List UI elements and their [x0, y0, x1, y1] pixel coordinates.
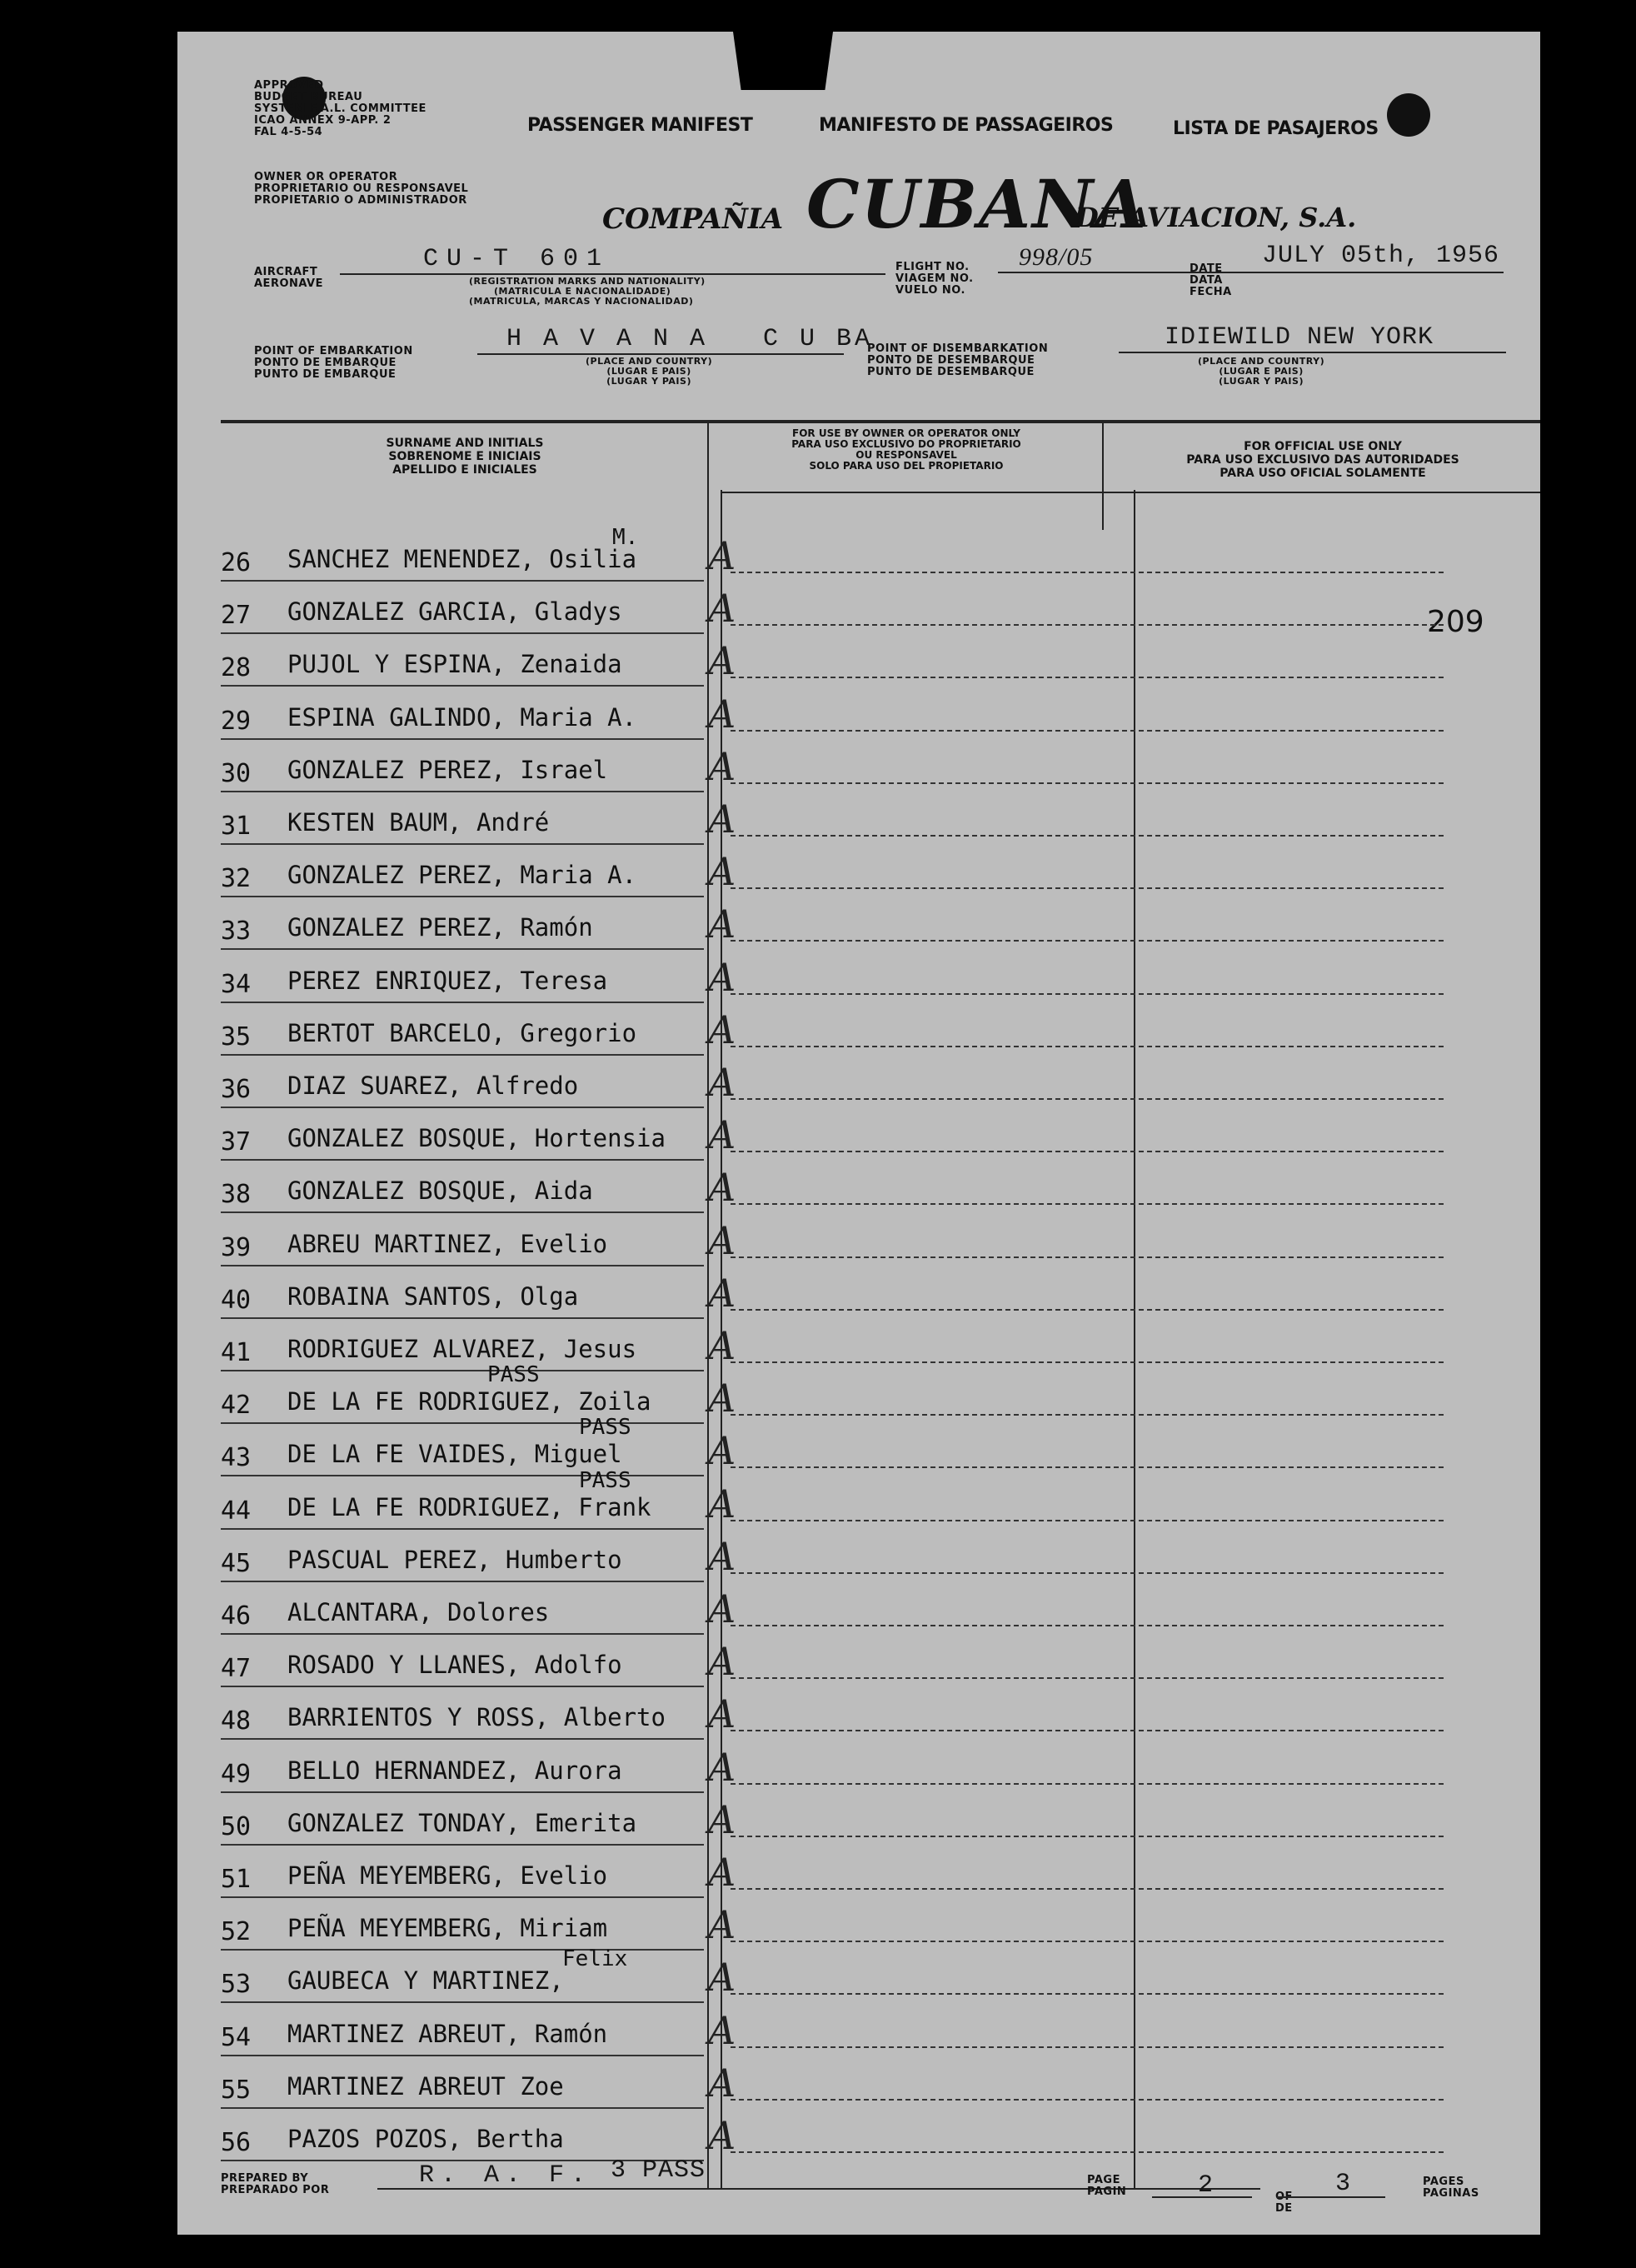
- name-underline: [221, 2107, 704, 2109]
- passenger-number: 42: [221, 1391, 252, 1421]
- passenger-note: PASS: [579, 1467, 631, 1493]
- column-header-line: FOR USE BY OWNER OR OPERATOR ONLY: [792, 427, 1020, 439]
- passenger-note: M.: [612, 525, 639, 550]
- stamp-line: BUDGET BUREAU: [254, 91, 363, 103]
- passenger-row: [221, 1846, 1445, 1899]
- passenger-row: [221, 741, 1445, 793]
- passenger-name: ALCANTARA, Dolores: [287, 1598, 550, 1626]
- passenger-note: PASS: [487, 1362, 540, 1388]
- passenger-row: [221, 2005, 1445, 2057]
- name-underline: [221, 1159, 704, 1161]
- company-logo: CUBANA: [806, 165, 1149, 243]
- manifest-sheet: [177, 32, 1540, 2235]
- passenger-name: ABREU MARTINEZ, Evelio: [287, 1229, 608, 1258]
- of-underline: [1277, 2196, 1385, 2198]
- row-rule: [731, 1098, 1444, 1100]
- passenger-number: 45: [221, 1548, 252, 1578]
- prepared-label: [221, 2173, 329, 2196]
- name-underline: [221, 948, 704, 950]
- passenger-row: [221, 1467, 1445, 1531]
- passenger-row: [221, 1531, 1445, 1583]
- passenger-check-mark: A: [708, 1586, 736, 1631]
- passenger-name: BERTOT BARCELO, Gregorio: [287, 1018, 637, 1047]
- passenger-row: [221, 1415, 1445, 1477]
- disembark-label-line: POINT OF DISEMBARKATION: [867, 342, 1049, 355]
- passenger-row: [221, 1161, 1445, 1214]
- passenger-check-mark: A: [708, 797, 736, 842]
- name-underline: [221, 1265, 704, 1266]
- date-label-line: FECHA: [1190, 286, 1232, 298]
- passenger-check-mark: A: [708, 691, 736, 737]
- stamp-line: ICAO ANNEX 9-APP. 2: [254, 114, 392, 127]
- name-underline: [221, 1686, 704, 1687]
- registration-line: (MATRICULA E NACIONALIDADE): [494, 286, 671, 297]
- company-suffix: DE AVIACION, S.A.: [1075, 202, 1357, 233]
- pages-label: [1423, 2176, 1479, 2200]
- passenger-number: 49: [221, 1759, 252, 1789]
- passenger-row: [221, 2057, 1445, 2110]
- table-top-rule: [221, 420, 1540, 423]
- passenger-name: PASCUAL PEREZ, Humberto: [287, 1545, 622, 1574]
- row-rule: [731, 2151, 1444, 2153]
- name-underline: [221, 1107, 704, 1108]
- flight-label: [895, 262, 974, 297]
- row-rule: [731, 1361, 1444, 1363]
- passenger-number: 34: [221, 969, 252, 999]
- embark-label-line: PONTO DE EMBARQUE: [254, 357, 397, 369]
- date-label-line: DATE: [1190, 262, 1223, 275]
- owner-labels: [254, 172, 468, 207]
- row-rule: [731, 1730, 1444, 1731]
- row-rule: [731, 782, 1444, 784]
- passenger-row: [221, 582, 1445, 635]
- row-rule: [731, 1203, 1444, 1205]
- row-rule: [731, 1783, 1444, 1785]
- embark-label: [254, 346, 413, 381]
- date-underline: [1235, 272, 1504, 273]
- of-value: 3: [1335, 2170, 1352, 2198]
- passenger-name: KESTEN BAUM, André: [287, 808, 550, 837]
- aircraft-label-line: AIRCRAFT: [254, 266, 318, 278]
- passenger-name: GONZALEZ PEREZ, Israel: [287, 755, 608, 784]
- passenger-check-mark: A: [708, 1796, 736, 1842]
- passenger-number: 28: [221, 653, 252, 683]
- registration-line: (REGISTRATION MARKS AND NATIONALITY): [469, 276, 706, 287]
- prepared-value: R. A. F.: [419, 2161, 593, 2190]
- flight-label-line: VUELO NO.: [895, 284, 965, 297]
- name-underline: [221, 2055, 704, 2056]
- row-rule: [731, 730, 1444, 732]
- passenger-check-mark: A: [708, 1323, 736, 1368]
- passenger-name: PAZOS POZOS, Bertha: [287, 2125, 564, 2153]
- pass-count: 3 PASS: [611, 2156, 706, 2185]
- binder-tab: [733, 32, 833, 90]
- place-line: (LUGAR Y PAIS): [1219, 376, 1304, 387]
- row-rule: [731, 1520, 1444, 1521]
- title-portuguese: MANIFESTO DE PASSAGEIROS: [819, 115, 1114, 136]
- date-label-line: DATA: [1190, 274, 1223, 287]
- disembark-place-labels: [1198, 357, 1324, 387]
- registration-labels: [469, 277, 706, 307]
- passenger-name: BARRIENTOS Y ROSS, Alberto: [287, 1703, 666, 1732]
- owner-label: PROPIETARIO O ADMINISTRADOR: [254, 194, 467, 207]
- passenger-row: [221, 1794, 1445, 1846]
- pages-label-line: PAGINAS: [1423, 2187, 1479, 2200]
- page-value: 2: [1198, 2171, 1215, 2200]
- passenger-name: GONZALEZ PEREZ, Maria A.: [287, 861, 637, 890]
- passenger-number: 35: [221, 1022, 252, 1052]
- owner-label: OWNER OR OPERATOR: [254, 171, 398, 183]
- disembark-value: IDIEWILD NEW YORK: [1165, 323, 1434, 352]
- name-underline: [221, 1528, 704, 1530]
- flight-label-line: FLIGHT NO.: [895, 261, 970, 273]
- passenger-name: RODRIGUEZ ALVAREZ, Jesus: [287, 1335, 637, 1363]
- passenger-name: GONZALEZ BOSQUE, Aida: [287, 1176, 593, 1206]
- embark-underline: [477, 353, 844, 355]
- aircraft-label: [254, 267, 323, 290]
- passenger-number: 53: [221, 1970, 252, 2000]
- passenger-check-mark: A: [708, 743, 736, 789]
- row-rule: [731, 940, 1444, 942]
- aircraft-value: CU-T 601: [423, 245, 611, 273]
- passenger-check-mark: A: [708, 1850, 736, 1895]
- name-underline: [221, 843, 704, 845]
- registration-line: (MATRICULA, MARCAS Y NACIONALIDAD): [469, 296, 694, 307]
- passenger-check-mark: A: [708, 2007, 736, 2053]
- flight-label-line: VIAGEM NO.: [895, 272, 974, 285]
- passenger-check-mark: A: [708, 1217, 736, 1263]
- row-rule: [731, 1151, 1444, 1152]
- passenger-check-mark: A: [708, 1376, 736, 1421]
- passenger-check-mark: A: [708, 1428, 736, 1474]
- column-header-line: PARA USO OFICIAL SOLAMENTE: [1220, 467, 1426, 480]
- passenger-name: MARTINEZ ABREUT, Ramón: [287, 2019, 608, 2048]
- passenger-name: GONZALEZ PEREZ, Ramón: [287, 913, 593, 942]
- passenger-row: [221, 952, 1445, 1004]
- row-rule: [731, 1414, 1444, 1416]
- name-underline: [221, 632, 704, 634]
- passenger-name: MARTINEZ ABREUT Zoe: [287, 2071, 564, 2101]
- name-underline: [221, 1791, 704, 1793]
- owner-use-column-header: [711, 428, 1102, 472]
- column-header-line: SOLO PARA USO DEL PROPIETARIO: [809, 460, 1004, 472]
- stamp-line: SYSTEM F.A.L. COMMITTEE: [254, 102, 426, 115]
- passenger-check-mark: A: [708, 1902, 736, 1948]
- official-use-column-header: [1106, 440, 1539, 480]
- disembark-underline: [1119, 352, 1506, 353]
- column-header-line: PARA USO EXCLUSIVO DO PROPRIETARIO: [791, 438, 1021, 450]
- name-underline: [221, 1211, 704, 1213]
- name-underline: [221, 1949, 704, 1951]
- column-header-line: PARA USO EXCLUSIVO DAS AUTORIDADES: [1186, 453, 1459, 467]
- passenger-name: BELLO HERNANDEZ, Aurora: [287, 1756, 622, 1785]
- passenger-row: [221, 1946, 1445, 2004]
- row-rule: [731, 1941, 1444, 1942]
- passenger-check-mark: A: [708, 954, 736, 1000]
- passenger-row: [221, 1583, 1445, 1636]
- row-rule: [731, 2046, 1444, 2048]
- place-line: (PLACE AND COUNTRY): [1198, 356, 1325, 367]
- pages-label-line: PAGES: [1423, 2176, 1464, 2188]
- row-rule: [731, 835, 1444, 837]
- name-underline: [221, 791, 704, 792]
- row-rule: [731, 1466, 1444, 1468]
- row-rule: [731, 1677, 1444, 1679]
- date-value: JULY 05th, 1956: [1262, 242, 1500, 270]
- passenger-number: 38: [221, 1180, 252, 1210]
- place-line: (LUGAR Y PAIS): [606, 376, 691, 387]
- passenger-number: 30: [221, 758, 252, 788]
- passenger-row: [221, 1362, 1445, 1425]
- passenger-row: [221, 1636, 1445, 1688]
- column-header-line: APELLIDO E INICIALES: [392, 463, 537, 477]
- date-label: [1190, 263, 1232, 298]
- passenger-row: [221, 688, 1445, 741]
- passenger-name: DE LA FE RODRIGUEZ, Frank: [287, 1492, 651, 1521]
- passenger-row: [221, 1899, 1445, 1951]
- name-underline: [221, 1370, 704, 1371]
- passenger-number: 39: [221, 1232, 252, 1262]
- row-rule: [731, 1046, 1444, 1047]
- punch-hole-right: [1387, 93, 1430, 137]
- passenger-number: 37: [221, 1127, 252, 1157]
- passenger-row: [221, 1109, 1445, 1161]
- passenger-check-mark: A: [708, 1691, 736, 1737]
- column-header-line: SOBRENOME E INICIAIS: [388, 450, 541, 463]
- passenger-note: PASS: [579, 1415, 631, 1441]
- passenger-number: 41: [221, 1338, 252, 1367]
- row-rule: [731, 993, 1444, 995]
- page-label-line: PAGE: [1087, 2174, 1120, 2186]
- passenger-row: [221, 898, 1445, 951]
- name-underline: [221, 1317, 704, 1319]
- of-label-line: OF: [1275, 2191, 1293, 2203]
- name-underline: [221, 685, 704, 687]
- name-underline: [221, 738, 704, 740]
- passenger-row: [221, 1688, 1445, 1741]
- passenger-check-mark: A: [708, 1270, 736, 1316]
- row-rule: [731, 2099, 1444, 2101]
- passenger-check-mark: A: [708, 1639, 736, 1685]
- name-underline: [221, 1844, 704, 1846]
- passenger-number: 56: [221, 2128, 252, 2157]
- passenger-row: [221, 793, 1445, 846]
- of-label-line: DE: [1275, 2202, 1293, 2215]
- passenger-number: 44: [221, 1496, 252, 1526]
- flight-value: 998/05: [1019, 243, 1094, 271]
- passenger-number: 55: [221, 2075, 252, 2105]
- passenger-number: 40: [221, 1285, 252, 1315]
- row-rule: [731, 1836, 1444, 1837]
- passenger-note: Felix: [562, 1946, 628, 1972]
- passenger-check-mark: A: [708, 1481, 736, 1526]
- place-line: (LUGAR E PAIS): [606, 366, 691, 377]
- name-underline: [221, 580, 704, 582]
- passenger-check-mark: A: [708, 533, 736, 578]
- name-underline: [221, 1054, 704, 1056]
- row-rule: [731, 677, 1444, 678]
- passenger-number: 43: [221, 1443, 252, 1473]
- passenger-check-mark: A: [708, 1007, 736, 1052]
- passenger-check-mark: A: [708, 638, 736, 684]
- embark-place-labels: [586, 357, 712, 387]
- disembark-label: [867, 343, 1048, 378]
- passenger-number: 51: [221, 1865, 252, 1894]
- of-label: [1275, 2191, 1293, 2215]
- passenger-number: 33: [221, 917, 252, 947]
- row-rule: [731, 887, 1444, 889]
- passenger-check-mark: A: [708, 902, 736, 947]
- passenger-check-mark: A: [708, 1165, 736, 1211]
- passenger-name: PEREZ ENRIQUEZ, Teresa: [287, 966, 608, 995]
- row-rule: [731, 1888, 1444, 1890]
- page-label: [1087, 2175, 1126, 2198]
- passenger-name: DIAZ SUAREZ, Alfredo: [287, 1072, 579, 1100]
- embark-label-line: POINT OF EMBARKATION: [254, 345, 413, 357]
- prepared-label-line: PREPARADO POR: [221, 2184, 330, 2196]
- passenger-check-mark: A: [708, 1112, 736, 1158]
- row-rule: [731, 624, 1444, 626]
- passenger-name: SANCHEZ MENENDEZ, Osilia: [287, 545, 637, 573]
- owner-label: PROPRIETARIO OU RESPONSAVEL: [254, 182, 469, 195]
- passenger-name: ROBAINA SANTOS, Olga: [287, 1281, 579, 1311]
- row-rule: [731, 572, 1444, 573]
- passenger-name: DE LA FE VAIDES, Miguel: [287, 1440, 622, 1469]
- approval-stamp: [254, 80, 454, 138]
- row-rule: [731, 1993, 1444, 1995]
- passenger-name: PUJOL Y ESPINA, Zenaida: [287, 650, 622, 679]
- passenger-row: [221, 1741, 1445, 1794]
- passenger-name: GONZALEZ GARCIA, Gladys: [287, 597, 622, 627]
- stamp-line: APPROVED: [254, 79, 324, 92]
- name-underline: [221, 1475, 704, 1476]
- passenger-row: [221, 1320, 1445, 1372]
- name-underline: [221, 1422, 704, 1424]
- prepared-label-line: PREPARED BY: [221, 2172, 309, 2185]
- passenger-name: ROSADO Y LLANES, Adolfo: [287, 1651, 622, 1680]
- row-rule: [731, 1572, 1444, 1574]
- row-rule: [731, 1625, 1444, 1626]
- disembark-label-line: PONTO DE DESEMBARQUE: [867, 354, 1035, 367]
- passenger-number: 29: [221, 706, 252, 736]
- name-underline: [221, 1581, 704, 1582]
- passenger-name: GAUBECA Y MARTINEZ,: [287, 1966, 564, 1996]
- passenger-name: ESPINA GALINDO, Maria A.: [287, 702, 637, 732]
- name-underline: [221, 1633, 704, 1635]
- row-rule: [731, 1309, 1444, 1311]
- passenger-number: 54: [221, 2022, 252, 2052]
- passenger-row: [221, 2110, 1445, 2162]
- passenger-number: 32: [221, 864, 252, 894]
- page-underline: [1152, 2196, 1252, 2198]
- embark-value: H A V A N A C U BA: [506, 325, 874, 353]
- passenger-row: [221, 846, 1445, 898]
- name-underline: [221, 1896, 704, 1898]
- stamp-line: FAL 4-5-54: [254, 126, 323, 138]
- passenger-number: 52: [221, 1917, 252, 1947]
- passenger-check-mark: A: [708, 1533, 736, 1579]
- passenger-number: 47: [221, 1654, 252, 1684]
- column-header-line: OU RESPONSAVEL: [855, 449, 957, 461]
- passenger-check-mark: A: [708, 2113, 736, 2158]
- column-header-line: FOR OFFICIAL USE ONLY: [1244, 440, 1402, 453]
- passenger-name: DE LA FE RODRIGUEZ, Zoila: [287, 1387, 651, 1416]
- embark-label-line: PUNTO DE EMBARQUE: [254, 368, 397, 381]
- surname-column-header: [227, 437, 702, 477]
- header-bottom-rule: [721, 492, 1540, 493]
- passenger-name: PEÑA MEYEMBERG, Miriam: [287, 1914, 608, 1943]
- passenger-check-mark: A: [708, 1955, 736, 2001]
- aircraft-label-line: AERONAVE: [254, 277, 324, 290]
- column-divider-2-head: [1102, 422, 1104, 530]
- passenger-row: [221, 635, 1445, 687]
- place-line: (LUGAR E PAIS): [1219, 366, 1304, 377]
- passenger-check-mark: A: [708, 849, 736, 895]
- passenger-row: [221, 1057, 1445, 1109]
- passenger-number: 31: [221, 812, 252, 841]
- disembark-label-line: PUNTO DE DESEMBARQUE: [867, 366, 1035, 378]
- passenger-name: GONZALEZ TONDAY, Emerita: [287, 1808, 637, 1837]
- passenger-row: [221, 1004, 1445, 1057]
- passenger-number: 26: [221, 548, 252, 577]
- title-spanish: LISTA DE PASAJEROS: [1173, 118, 1379, 139]
- page-label-line: PAGIN: [1087, 2186, 1127, 2198]
- passenger-check-mark: A: [708, 1744, 736, 1790]
- prepared-underline: [377, 2188, 1260, 2190]
- passenger-name: GONZALEZ BOSQUE, Hortensia: [287, 1124, 666, 1153]
- column-header-line: SURNAME AND INITIALS: [386, 437, 544, 450]
- passenger-number: 50: [221, 1811, 252, 1841]
- aircraft-underline: [340, 273, 885, 275]
- name-underline: [221, 1002, 704, 1003]
- name-underline: [221, 896, 704, 897]
- passenger-number: 27: [221, 601, 252, 631]
- official-note: 209: [1427, 605, 1484, 639]
- passenger-number: 36: [221, 1075, 252, 1104]
- passenger-check-mark: A: [708, 586, 736, 632]
- row-rule: [731, 1256, 1444, 1258]
- passenger-number: 46: [221, 1601, 252, 1631]
- passenger-check-mark: A: [708, 2060, 736, 2106]
- company-prefix: COMPAÑIA: [602, 202, 784, 236]
- passenger-row: [221, 525, 1445, 582]
- passenger-check-mark: A: [708, 1060, 736, 1105]
- name-underline: [221, 2001, 704, 2003]
- passenger-name: PEÑA MEYEMBERG, Evelio: [287, 1861, 608, 1890]
- place-line: (PLACE AND COUNTRY): [586, 356, 713, 367]
- passenger-row: [221, 1215, 1445, 1267]
- title-english: PASSENGER MANIFEST: [527, 115, 753, 136]
- name-underline: [221, 1738, 704, 1740]
- passenger-number: 48: [221, 1706, 252, 1736]
- passenger-row: [221, 1267, 1445, 1320]
